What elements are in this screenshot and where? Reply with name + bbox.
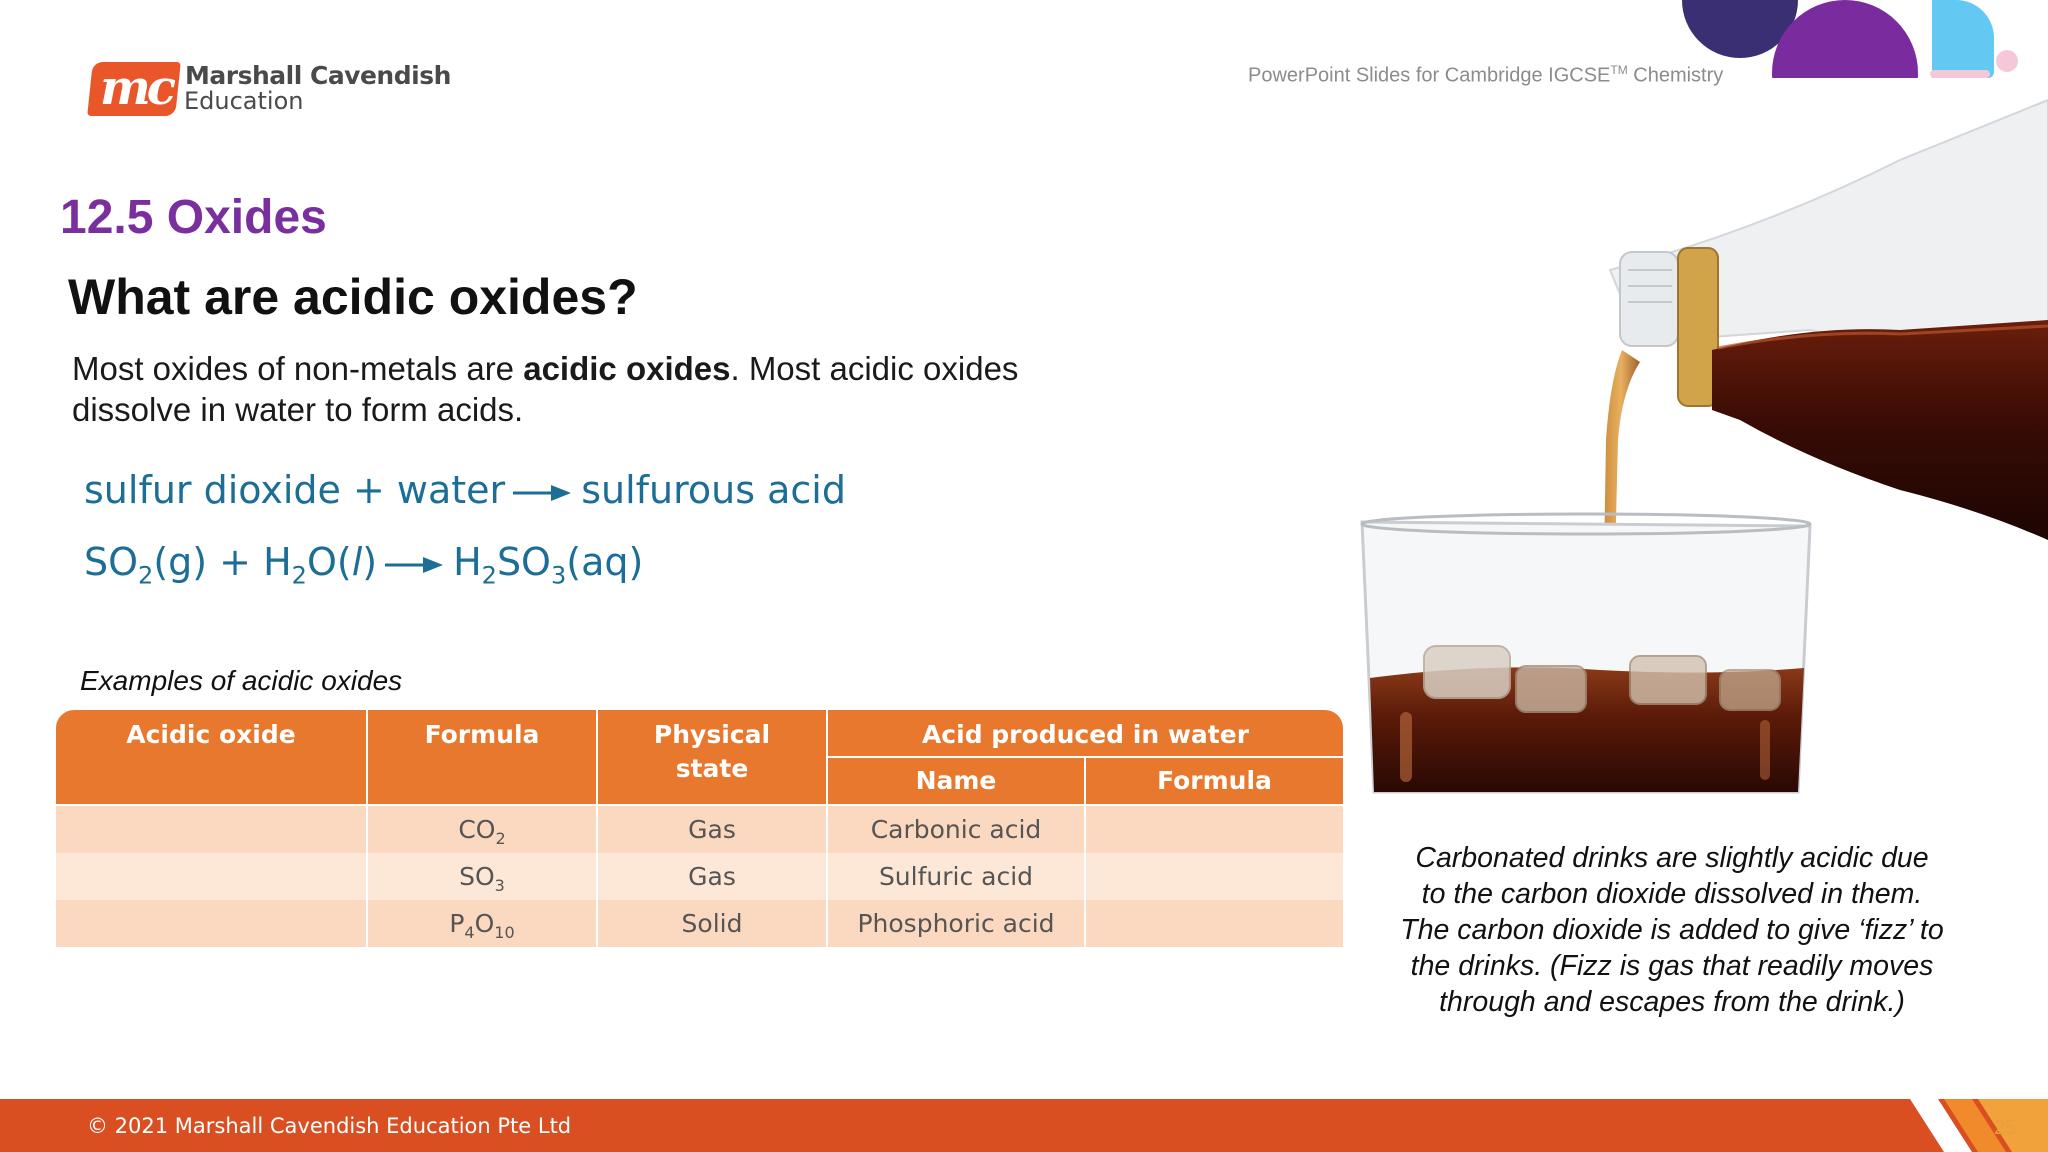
- table-cell-oxide: [56, 853, 366, 900]
- table-cell-state: Gas: [598, 806, 826, 853]
- table-cell-oxide: [56, 900, 366, 947]
- formula-sub: 2: [495, 829, 506, 848]
- sym-rhs-so-sub: 3: [550, 561, 567, 590]
- footer-chevrons-icon: [1910, 1099, 2048, 1152]
- reaction-arrow-icon: [513, 483, 573, 503]
- header-acid-produced-label: Acid produced in water: [921, 720, 1250, 749]
- sym-rhs-aq: (aq): [566, 540, 644, 584]
- header-formula: [368, 710, 596, 804]
- slide-number: 25: [1994, 1117, 2017, 1139]
- table-cell-state: Solid: [598, 900, 826, 947]
- table-cell-acid-formula: [1086, 900, 1343, 947]
- header-acid-formula-label: Formula: [1157, 766, 1272, 795]
- cola-pouring-photo: [1340, 80, 2048, 800]
- decor-blue-shape: [1932, 0, 1994, 78]
- logo-brand-name: Marshall Cavendish: [185, 61, 451, 90]
- header-physical-state: [598, 710, 826, 804]
- formula-sub: 3: [494, 876, 505, 895]
- table-caption: Examples of acidic oxides: [80, 665, 403, 696]
- formula-main-2: O: [474, 909, 495, 938]
- sym-rhs-h-sub: 2: [481, 561, 497, 590]
- formula-sub-2: 10: [494, 923, 515, 942]
- logo-brand-subtitle: Education: [184, 87, 304, 115]
- decor-purple-semicircle: [1772, 0, 1918, 78]
- table-cell-acid-name: Phosphoric acid: [828, 900, 1084, 947]
- table-cell-acid-name: Carbonic acid: [828, 806, 1084, 853]
- header-acid-name: [828, 758, 1084, 804]
- table-cell-acid-formula: [1086, 806, 1343, 853]
- word-equation-product: sulfurous acid: [581, 468, 846, 512]
- header-physical-state-label: Physical state: [653, 720, 771, 783]
- decor-pink-arc: [1930, 70, 1990, 78]
- formula-sub: 4: [464, 923, 475, 942]
- table-cell-formula: [368, 853, 596, 900]
- footer-copyright: © 2021 Marshall Cavendish Education Pte Ltd: [87, 1114, 572, 1138]
- intro-paragraph: [72, 348, 1092, 430]
- decor-pink-dot: [1996, 50, 2018, 72]
- table-cell-acid-formula: [1086, 853, 1343, 900]
- sym-liquid: l: [351, 540, 363, 584]
- sym-rhs-so: SO: [496, 540, 551, 584]
- photo-caption: Carbonated drinks are slightly acidic due to the carbon dioxide dissolved in them. The carbon dioxide is added to give ‘fizz’ to the drinks. (Fizz is gas that readily moves through and escapes from the drink.): [1400, 842, 1944, 1018]
- sym-rhs-h: H: [453, 540, 482, 584]
- intro-text-end: . Most acidic oxides dissolve in water to form acids.: [72, 350, 1019, 428]
- symbol-equation: [84, 535, 643, 603]
- formula-main: CO: [458, 815, 496, 844]
- acidic-oxides-table: [56, 710, 1343, 948]
- logo-mark: mc: [99, 60, 172, 116]
- header-acid-formula: [1086, 758, 1343, 804]
- header-acidic-oxide-label: Acidic oxide: [126, 720, 296, 749]
- sym-so-sub: 2: [138, 561, 154, 590]
- word-equation-reactants: sulfur dioxide + water: [84, 468, 506, 512]
- header-acidic-oxide: [56, 710, 366, 804]
- formula-main: P: [449, 909, 465, 938]
- header-acid-name-label: Name: [915, 766, 997, 795]
- sym-h-sub: 2: [291, 561, 307, 590]
- table-cell-oxide: [56, 806, 366, 853]
- course-note-text: PowerPoint Slides for Cambridge IGCSE: [1248, 64, 1611, 87]
- sym-o: O(: [306, 540, 352, 584]
- reaction-arrow-icon: [385, 555, 445, 575]
- table-cell-acid-name: Sulfuric acid: [828, 853, 1084, 900]
- word-equation: [84, 465, 846, 515]
- course-note-tail: Chemistry: [1627, 64, 1724, 87]
- header-acid-produced: [828, 710, 1343, 756]
- intro-text-start: Most oxides of non-metals are: [72, 350, 524, 387]
- sym-g-plus-h: (g) + H: [153, 540, 292, 584]
- formula-main: SO: [459, 862, 495, 891]
- table-cell-formula: [368, 900, 596, 947]
- sym-so: SO: [84, 540, 139, 584]
- intro-key-term: acidic oxides: [523, 350, 731, 387]
- header-formula-label: Formula: [424, 720, 540, 749]
- course-note-trademark: TM: [1610, 63, 1628, 77]
- section-title: 12.5 Oxides: [60, 191, 327, 244]
- table-cell-state: Gas: [598, 853, 826, 900]
- table-cell-formula: [368, 806, 596, 853]
- sym-close: ): [362, 540, 378, 584]
- slide-heading: What are acidic oxides?: [68, 269, 638, 325]
